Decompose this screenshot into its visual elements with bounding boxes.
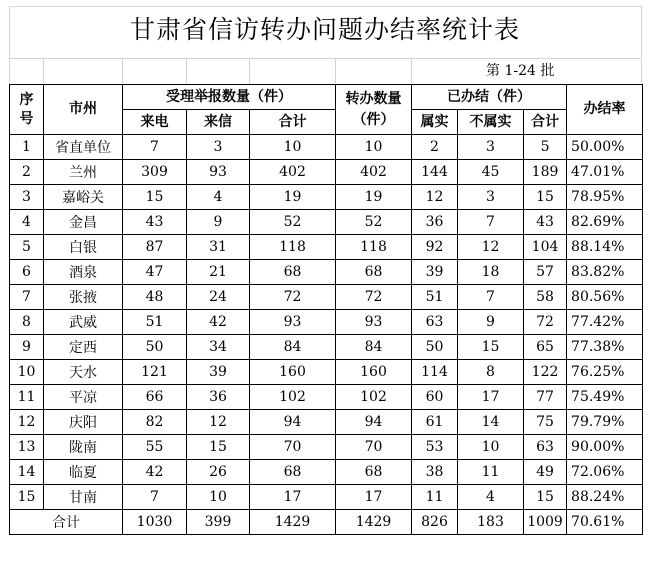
- cell-not-true[interactable]: 8: [458, 360, 524, 385]
- cell-not-true[interactable]: 15: [458, 335, 524, 360]
- cell-phone[interactable]: 43: [123, 210, 187, 235]
- cell-total-transferred[interactable]: 1429: [336, 510, 412, 535]
- cell-rate[interactable]: 82.69%: [567, 210, 643, 235]
- table-row: [10, 185, 643, 210]
- table-row: [10, 335, 643, 360]
- cell-letter[interactable]: 10: [187, 485, 250, 510]
- sheet-title: 甘肃省信访转办问题办结率统计表: [129, 15, 520, 44]
- cell-not-true[interactable]: 14: [458, 410, 524, 435]
- cell-city[interactable]: 陇南: [44, 435, 123, 460]
- cell-subtotal[interactable]: 84: [250, 335, 336, 360]
- cell-letter[interactable]: 34: [187, 335, 250, 360]
- cell-seq[interactable]: 6: [10, 260, 44, 285]
- cell-subtotal[interactable]: 19: [250, 185, 336, 210]
- cell-transferred[interactable]: 72: [336, 285, 412, 310]
- cell-subtotal[interactable]: 94: [250, 410, 336, 435]
- table-row: [10, 435, 643, 460]
- header-done-group[interactable]: 已办结（件）: [412, 85, 567, 110]
- sheet-gridline: [122, 58, 123, 84]
- cell-rate[interactable]: 78.95%: [567, 185, 643, 210]
- cell-transferred[interactable]: 160: [336, 360, 412, 385]
- cell-true[interactable]: 61: [412, 410, 458, 435]
- header-true[interactable]: 属实: [412, 110, 458, 135]
- cell-city[interactable]: 白银: [44, 235, 123, 260]
- cell-phone[interactable]: 309: [123, 160, 187, 185]
- cell-not-true[interactable]: 45: [458, 160, 524, 185]
- cell-true[interactable]: 63: [412, 310, 458, 335]
- sheet-gridline: [9, 58, 642, 59]
- table-row: [10, 135, 643, 160]
- cell-subtotal[interactable]: 52: [250, 210, 336, 235]
- cell-done-total[interactable]: 77: [524, 385, 567, 410]
- cell-done-total[interactable]: 122: [524, 360, 567, 385]
- cell-subtotal[interactable]: 402: [250, 160, 336, 185]
- cell-seq[interactable]: 11: [10, 385, 44, 410]
- header-not-true[interactable]: 不属实: [458, 110, 524, 135]
- cell-subtotal[interactable]: 10: [250, 135, 336, 160]
- cell-true[interactable]: 36: [412, 210, 458, 235]
- cell-letter[interactable]: 24: [187, 285, 250, 310]
- cell-true[interactable]: 39: [412, 260, 458, 285]
- cell-not-true[interactable]: 7: [458, 285, 524, 310]
- header-transferred-label: 转办数量（件）: [345, 90, 402, 128]
- header-subtotal[interactable]: 合计: [250, 110, 336, 135]
- header-letter[interactable]: 来信: [187, 110, 250, 135]
- cell-rate[interactable]: 47.01%: [567, 160, 643, 185]
- cell-subtotal[interactable]: 17: [250, 485, 336, 510]
- table-row: [10, 410, 643, 435]
- cell-rate[interactable]: 77.38%: [567, 335, 643, 360]
- cell-done-total[interactable]: 58: [524, 285, 567, 310]
- cell-true[interactable]: 144: [412, 160, 458, 185]
- table-row: [10, 210, 643, 235]
- cell-rate[interactable]: 88.14%: [567, 235, 643, 260]
- cell-city[interactable]: 省直单位: [44, 135, 123, 160]
- cell-rate[interactable]: 90.00%: [567, 435, 643, 460]
- cell-phone[interactable]: 82: [123, 410, 187, 435]
- cell-not-true[interactable]: 4: [458, 485, 524, 510]
- cell-phone[interactable]: 47: [123, 260, 187, 285]
- cell-seq[interactable]: 14: [10, 460, 44, 485]
- cell-phone[interactable]: 55: [123, 435, 187, 460]
- cell-letter[interactable]: 31: [187, 235, 250, 260]
- sheet-gridline: [335, 58, 336, 84]
- cell-true[interactable]: 11: [412, 485, 458, 510]
- header-seq-label: 序号: [19, 91, 34, 127]
- cell-transferred[interactable]: 102: [336, 385, 412, 410]
- cell-rate[interactable]: 77.42%: [567, 310, 643, 335]
- cell-rate[interactable]: 76.25%: [567, 360, 643, 385]
- table-row: [10, 160, 643, 185]
- cell-city[interactable]: 庆阳: [44, 410, 123, 435]
- cell-rate[interactable]: 79.79%: [567, 410, 643, 435]
- cell-not-true[interactable]: 11: [458, 460, 524, 485]
- stats-table: [9, 84, 643, 535]
- cell-subtotal[interactable]: 160: [250, 360, 336, 385]
- cell-phone[interactable]: 15: [123, 185, 187, 210]
- header-row-1: [10, 85, 643, 110]
- cell-phone[interactable]: 51: [123, 310, 187, 335]
- cell-city[interactable]: 平凉: [44, 385, 123, 410]
- cell-total-rate[interactable]: 70.61%: [567, 510, 643, 535]
- cell-not-true[interactable]: 12: [458, 235, 524, 260]
- table-row: [10, 235, 643, 260]
- cell-subtotal[interactable]: 118: [250, 235, 336, 260]
- cell-not-true[interactable]: 18: [458, 260, 524, 285]
- cell-seq[interactable]: 10: [10, 360, 44, 385]
- header-phone[interactable]: 来电: [123, 110, 187, 135]
- cell-not-true[interactable]: 3: [458, 135, 524, 160]
- cell-city[interactable]: 酒泉: [44, 260, 123, 285]
- header-done-total[interactable]: 合计: [524, 110, 567, 135]
- cell-transferred[interactable]: 19: [336, 185, 412, 210]
- cell-letter[interactable]: 36: [187, 385, 250, 410]
- header-transferred[interactable]: [336, 85, 412, 135]
- cell-true[interactable]: 60: [412, 385, 458, 410]
- cell-transferred[interactable]: 93: [336, 310, 412, 335]
- cell-city[interactable]: 甘南: [44, 485, 123, 510]
- cell-transferred[interactable]: 94: [336, 410, 412, 435]
- cell-true[interactable]: 50: [412, 335, 458, 360]
- header-received-group[interactable]: 受理举报数量（件）: [123, 85, 336, 110]
- table-row: [10, 310, 643, 335]
- cell-done-total[interactable]: 104: [524, 235, 567, 260]
- cell-letter[interactable]: 15: [187, 435, 250, 460]
- cell-not-true[interactable]: 9: [458, 310, 524, 335]
- cell-true[interactable]: 92: [412, 235, 458, 260]
- cell-city[interactable]: 定西: [44, 335, 123, 360]
- cell-subtotal[interactable]: 68: [250, 460, 336, 485]
- cell-phone[interactable]: 87: [123, 235, 187, 260]
- cell-true[interactable]: 51: [412, 285, 458, 310]
- cell-letter[interactable]: 9: [187, 210, 250, 235]
- cell-rate[interactable]: 83.82%: [567, 260, 643, 285]
- table-row: [10, 385, 643, 410]
- cell-transferred[interactable]: 17: [336, 485, 412, 510]
- cell-seq[interactable]: 13: [10, 435, 44, 460]
- cell-subtotal[interactable]: 93: [250, 310, 336, 335]
- header-city[interactable]: 市州: [44, 85, 123, 135]
- table-row: [10, 360, 643, 385]
- cell-transferred[interactable]: 68: [336, 260, 412, 285]
- header-seq[interactable]: [10, 85, 44, 135]
- cell-total-done-total[interactable]: 1009: [524, 510, 567, 535]
- cell-total-not-true[interactable]: 183: [458, 510, 524, 535]
- sheet-gridline: [43, 58, 44, 84]
- cell-done-total[interactable]: 72: [524, 310, 567, 335]
- cell-letter[interactable]: 93: [187, 160, 250, 185]
- cell-rate[interactable]: 88.24%: [567, 485, 643, 510]
- cell-seq[interactable]: 9: [10, 335, 44, 360]
- cell-phone[interactable]: 50: [123, 335, 187, 360]
- cell-not-true[interactable]: 17: [458, 385, 524, 410]
- cell-not-true[interactable]: 10: [458, 435, 524, 460]
- cell-seq[interactable]: 5: [10, 235, 44, 260]
- cell-rate[interactable]: 80.56%: [567, 285, 643, 310]
- cell-city[interactable]: 张掖: [44, 285, 123, 310]
- cell-letter[interactable]: 26: [187, 460, 250, 485]
- cell-total-phone[interactable]: 1030: [123, 510, 187, 535]
- cell-done-total[interactable]: 189: [524, 160, 567, 185]
- sheet-gridline: [249, 58, 250, 84]
- cell-done-total[interactable]: 57: [524, 260, 567, 285]
- cell-total-subtotal[interactable]: 1429: [250, 510, 336, 535]
- cell-done-total[interactable]: 49: [524, 460, 567, 485]
- cell-done-total[interactable]: 43: [524, 210, 567, 235]
- cell-seq[interactable]: 15: [10, 485, 44, 510]
- cell-letter[interactable]: 4: [187, 185, 250, 210]
- cell-letter[interactable]: 12: [187, 410, 250, 435]
- batch-label: 第 1-24 批: [486, 63, 555, 79]
- header-rate[interactable]: 办结率: [567, 85, 643, 135]
- total-row: [10, 510, 643, 535]
- cell-transferred[interactable]: 10: [336, 135, 412, 160]
- cell-total-true[interactable]: 826: [412, 510, 458, 535]
- cell-transferred[interactable]: 402: [336, 160, 412, 185]
- cell-seq[interactable]: 8: [10, 310, 44, 335]
- cell-seq[interactable]: 7: [10, 285, 44, 310]
- cell-transferred[interactable]: 52: [336, 210, 412, 235]
- table-row: [10, 285, 643, 310]
- cell-phone[interactable]: 7: [123, 135, 187, 160]
- cell-subtotal[interactable]: 72: [250, 285, 336, 310]
- cell-true[interactable]: 53: [412, 435, 458, 460]
- cell-true[interactable]: 2: [412, 135, 458, 160]
- sheet-gridline: [411, 58, 412, 84]
- cell-phone[interactable]: 48: [123, 285, 187, 310]
- cell-phone[interactable]: 42: [123, 460, 187, 485]
- cell-phone[interactable]: 66: [123, 385, 187, 410]
- cell-rate[interactable]: 50.00%: [567, 135, 643, 160]
- cell-rate[interactable]: 75.49%: [567, 385, 643, 410]
- cell-seq[interactable]: 12: [10, 410, 44, 435]
- cell-city[interactable]: 嘉峪关: [44, 185, 123, 210]
- cell-letter[interactable]: 21: [187, 260, 250, 285]
- table-row: [10, 485, 643, 510]
- cell-true[interactable]: 114: [412, 360, 458, 385]
- cell-transferred[interactable]: 84: [336, 335, 412, 360]
- cell-subtotal[interactable]: 102: [250, 385, 336, 410]
- cell-city[interactable]: 金昌: [44, 210, 123, 235]
- cell-not-true[interactable]: 3: [458, 185, 524, 210]
- cell-letter[interactable]: 42: [187, 310, 250, 335]
- table-row: [10, 460, 643, 485]
- cell-seq[interactable]: 1: [10, 135, 44, 160]
- cell-done-total[interactable]: 15: [524, 485, 567, 510]
- cell-phone[interactable]: 7: [123, 485, 187, 510]
- cell-subtotal[interactable]: 70: [250, 435, 336, 460]
- cell-true[interactable]: 12: [412, 185, 458, 210]
- cell-transferred[interactable]: 68: [336, 460, 412, 485]
- table-row: [10, 260, 643, 285]
- cell-city[interactable]: 天水: [44, 360, 123, 385]
- cell-done-total[interactable]: 65: [524, 335, 567, 360]
- cell-total-label[interactable]: 合计: [10, 510, 123, 535]
- cell-letter[interactable]: 39: [187, 360, 250, 385]
- cell-city[interactable]: 临夏: [44, 460, 123, 485]
- cell-phone[interactable]: 121: [123, 360, 187, 385]
- sheet-gridline: [186, 58, 187, 84]
- cell-total-letter[interactable]: 399: [187, 510, 250, 535]
- cell-seq[interactable]: 4: [10, 210, 44, 235]
- cell-rate[interactable]: 72.06%: [567, 460, 643, 485]
- cell-done-total[interactable]: 63: [524, 435, 567, 460]
- cell-city[interactable]: 兰州: [44, 160, 123, 185]
- cell-done-total[interactable]: 75: [524, 410, 567, 435]
- cell-letter[interactable]: 3: [187, 135, 250, 160]
- cell-transferred[interactable]: 118: [336, 235, 412, 260]
- cell-seq[interactable]: 2: [10, 160, 44, 185]
- cell-done-total[interactable]: 5: [524, 135, 567, 160]
- cell-true[interactable]: 38: [412, 460, 458, 485]
- cell-not-true[interactable]: 7: [458, 210, 524, 235]
- cell-subtotal[interactable]: 68: [250, 260, 336, 285]
- cell-done-total[interactable]: 15: [524, 185, 567, 210]
- cell-city[interactable]: 武威: [44, 310, 123, 335]
- cell-seq[interactable]: 3: [10, 185, 44, 210]
- cell-transferred[interactable]: 70: [336, 435, 412, 460]
